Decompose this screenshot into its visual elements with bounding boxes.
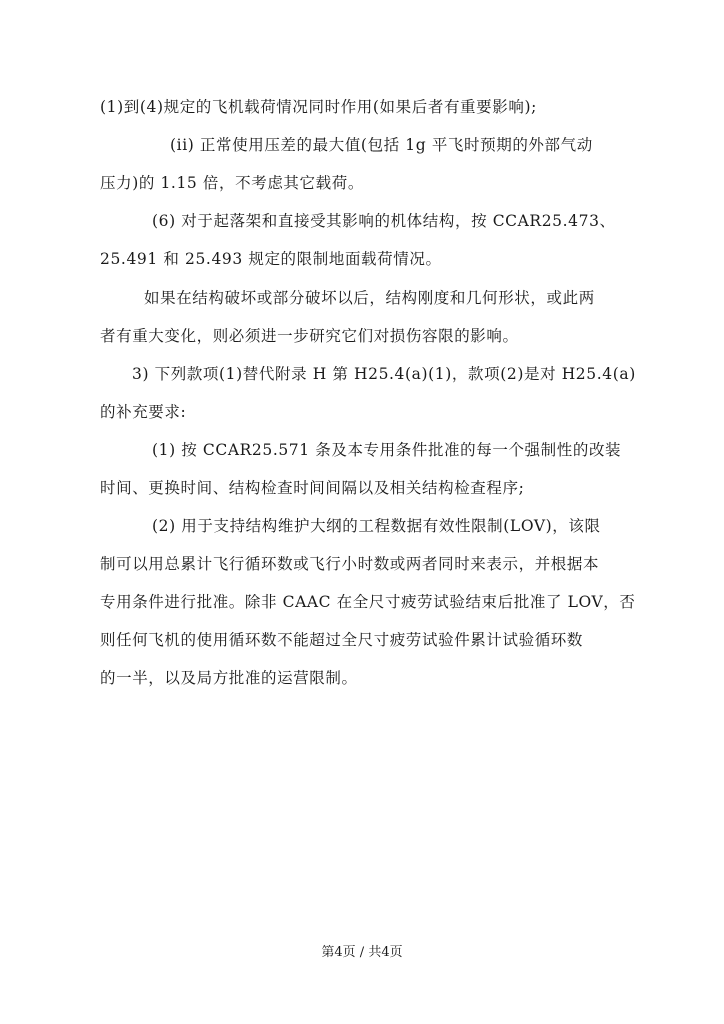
text-line: (1) 按 CCAR25.571 条及本专用条件批准的每一个强制性的改装 (152, 441, 622, 459)
page-number-footer: 第4页 / 共4页 (321, 945, 403, 960)
text-line: (6) 对于起落架和直接受其影响的机体结构，按 CCAR25.473、 (152, 212, 616, 230)
text-line: 的补充要求: (100, 403, 187, 421)
text-line: (2) 用于支持结构维护大纲的工程数据有效性限制(LOV)，该限 (152, 517, 601, 535)
text-line: 者有重大变化，则必须进一步研究它们对损伤容限的影响。 (100, 327, 519, 345)
text-line: (1)到(4)规定的飞机载荷情况同时作用(如果后者有重要影响); (100, 98, 537, 116)
text-line: 压力)的 1.15 倍，不考虑其它载荷。 (100, 174, 364, 192)
text-line: 25.491 和 25.493 规定的限制地面载荷情况。 (100, 250, 442, 268)
text-line: 的一半，以及局方批准的运营限制。 (100, 669, 358, 687)
text-line: 专用条件进行批准。除非 CAAC 在全尺寸疲劳试验结束后批准了 LOV，否 (100, 593, 636, 611)
text-line: 制可以用总累计飞行循环数或飞行小时数或两者同时来表示，并根据本 (100, 555, 600, 573)
text-line: 如果在结构破坏或部分破坏以后，结构刚度和几何形状，或此两 (144, 289, 595, 307)
text-line: (ii) 正常使用压差的最大值(包括 1g 平飞时预期的外部气动 (170, 136, 593, 154)
text-line: 则任何飞机的使用循环数不能超过全尺寸疲劳试验件累计试验循环数 (100, 631, 584, 649)
text-line: 时间、更换时间、结构检查时间间隔以及相关结构检查程序; (100, 479, 525, 497)
text-line: 3) 下列款项(1)替代附录 H 第 H25.4(a)(1)，款项(2)是对 H25.4(a) (132, 365, 636, 383)
